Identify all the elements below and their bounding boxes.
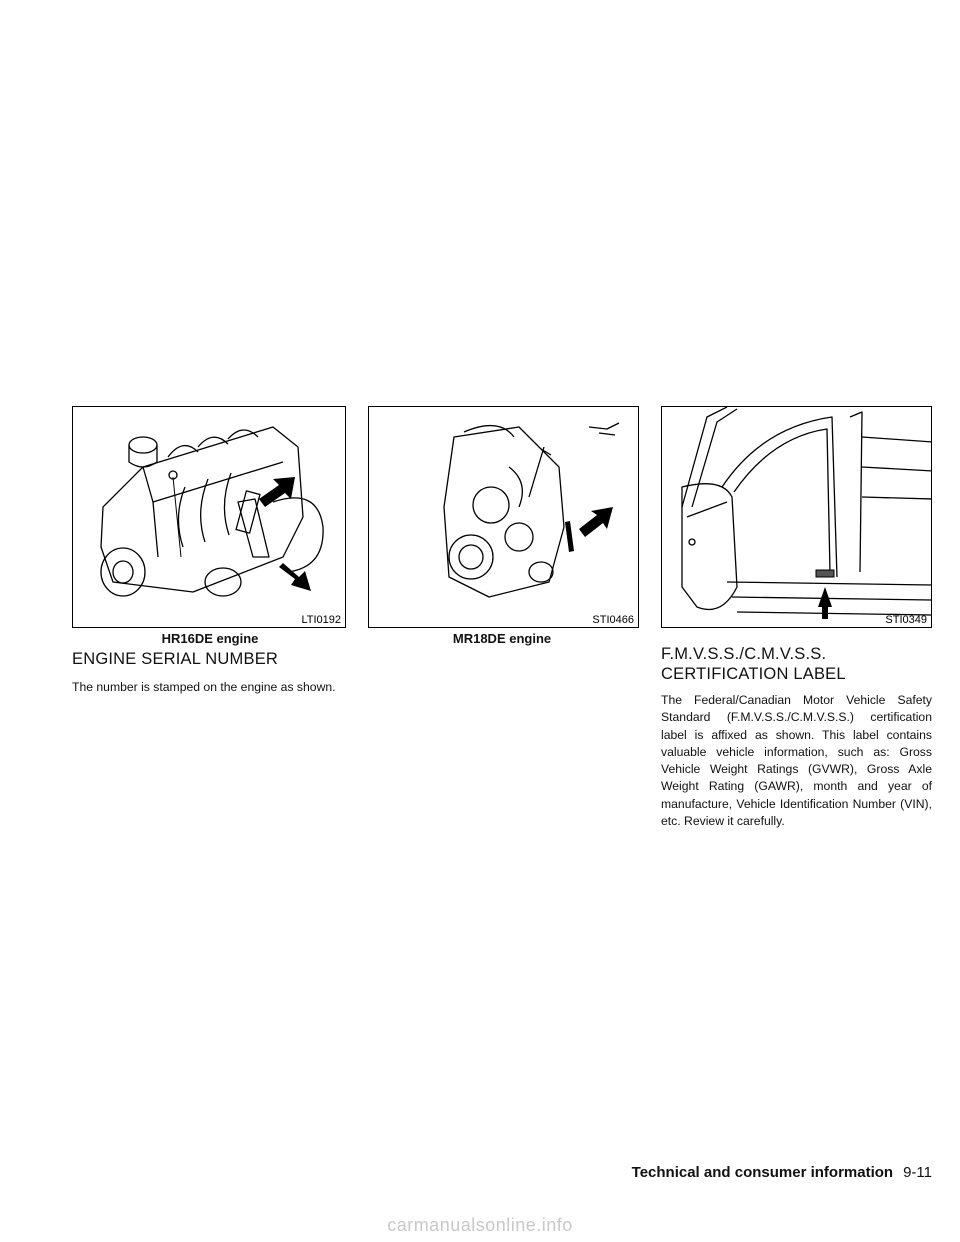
section-heading-certification-line1: F.M.V.S.S./C.M.V.S.S. <box>661 645 827 663</box>
door-pillar-illustration <box>662 407 932 628</box>
figure-code: LTI0192 <box>301 614 341 626</box>
hr16de-engine-illustration <box>73 407 346 628</box>
figure-code: STI0349 <box>885 614 927 626</box>
figure-mr18de-engine <box>368 406 639 628</box>
figure-code: STI0466 <box>592 614 634 626</box>
figure-hr16de-engine <box>72 406 346 628</box>
section-heading-engine-serial-number: ENGINE SERIAL NUMBER <box>72 650 279 668</box>
footer-page-number: 9-11 <box>903 1164 932 1181</box>
footer-section-title: Technical and consumer information <box>631 1164 894 1181</box>
figure-caption-mr18de: MR18DE engine <box>452 631 552 646</box>
watermark: carmanualsonline.info <box>387 1215 573 1235</box>
section-body-certification: The Federal/Canadian Motor Vehicle Safety Standard (F.M.V.S.S./C.M.V.S.S.) certification label is affixed as shown. This label contains valuable vehicle information, such as: Gross Vehicle Weight Ratings (GVWR), Gross Axle Weight Rating (GAWR), month and year of manufacture, Vehicle Identification Number (VIN), etc. Review it carefully. <box>661 693 932 829</box>
mr18de-engine-illustration <box>369 407 639 628</box>
section-heading-certification-line2: CERTIFICATION LABEL <box>661 665 846 683</box>
section-body-engine-serial-number: The number is stamped on the engine as shown. <box>72 680 336 694</box>
page-footer <box>632 1164 932 1181</box>
figure-certification-label <box>661 406 932 628</box>
figure-caption-hr16de: HR16DE engine <box>161 631 259 646</box>
